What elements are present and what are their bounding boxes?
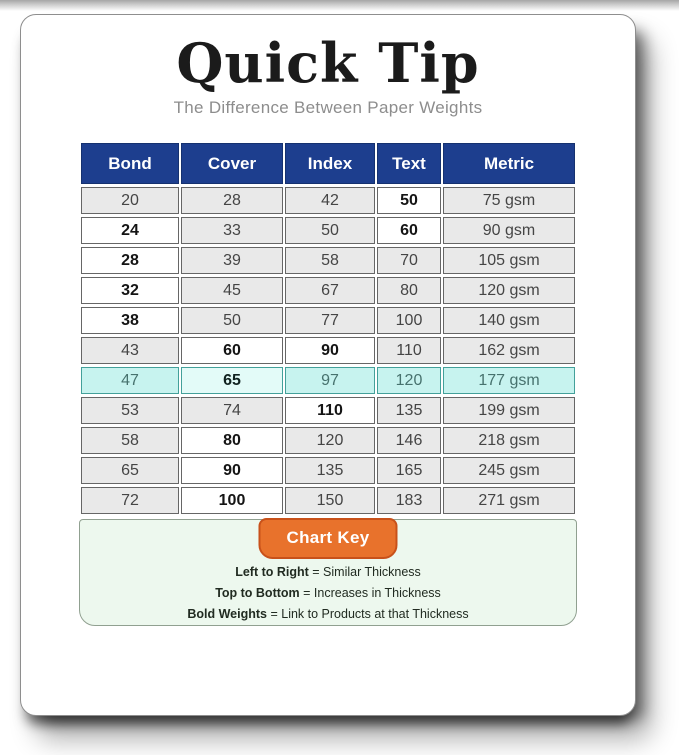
page-subtitle: The Difference Between Paper Weights [173,98,483,117]
weight-cell: 120 [377,367,441,394]
header-row [81,143,575,184]
legend-line [80,604,576,625]
weight-link-cell[interactable]: 28 [81,247,179,274]
weight-link-cell[interactable]: 38 [81,307,179,334]
table-row [81,277,575,304]
weight-cell: 110 [377,337,441,364]
chart-key-panel [79,519,577,626]
table-row [81,337,575,364]
weight-cell: 140 gsm [443,307,575,334]
weight-cell: 100 [377,307,441,334]
column-header-index: Index [285,143,375,184]
weight-link-cell[interactable]: 110 [285,397,375,424]
legend-text: = Link to Products at that Thickness [267,607,469,621]
weight-cell: 150 [285,487,375,514]
weight-cell: 42 [285,187,375,214]
weight-cell: 218 gsm [443,427,575,454]
weight-cell: 50 [181,307,283,334]
weight-cell: 33 [181,217,283,244]
table-row [81,397,575,424]
weight-cell: 53 [81,397,179,424]
weight-cell: 67 [285,277,375,304]
weight-cell: 271 gsm [443,487,575,514]
weight-cell: 74 [181,397,283,424]
weight-cell: 146 [377,427,441,454]
weight-cell: 45 [181,277,283,304]
weight-cell: 43 [81,337,179,364]
table-row [81,427,575,454]
weight-link-cell[interactable]: 100 [181,487,283,514]
column-header-cover: Cover [181,143,283,184]
weight-cell: 20 [81,187,179,214]
column-header-bond: Bond [81,143,179,184]
weight-cell: 97 [285,367,375,394]
legend-term: Bold Weights [187,607,267,621]
weight-cell: 177 gsm [443,367,575,394]
highlighted-table-row [81,367,575,394]
quick-tip-card [20,14,636,716]
weight-link-cell[interactable]: 65 [181,367,283,394]
weight-cell: 245 gsm [443,457,575,484]
column-header-text: Text [377,143,441,184]
weight-cell: 135 [285,457,375,484]
weight-link-cell[interactable]: 50 [377,187,441,214]
weight-link-cell[interactable]: 90 [285,337,375,364]
legend-term: Top to Bottom [215,586,300,600]
legend-text: = Increases in Thickness [299,586,441,600]
legend-text: = Similar Thickness [308,565,421,579]
table-header [81,143,575,184]
weight-cell: 70 [377,247,441,274]
table-body [81,187,575,514]
weight-link-cell[interactable]: 60 [181,337,283,364]
weight-cell: 58 [81,427,179,454]
weight-cell: 165 [377,457,441,484]
table-row [81,487,575,514]
weight-cell: 80 [377,277,441,304]
weight-cell: 120 [285,427,375,454]
legend-line [80,562,576,583]
page-title: Quick Tip [176,31,480,95]
weight-link-cell[interactable]: 80 [181,427,283,454]
table-row [81,187,575,214]
weight-cell: 77 [285,307,375,334]
legend-line [80,583,576,604]
weight-link-cell[interactable]: 24 [81,217,179,244]
weight-cell: 199 gsm [443,397,575,424]
weight-cell: 39 [181,247,283,274]
weight-cell: 47 [81,367,179,394]
paper-weight-table [79,140,577,517]
weight-cell: 50 [285,217,375,244]
weight-cell: 28 [181,187,283,214]
weight-cell: 105 gsm [443,247,575,274]
weight-cell: 65 [81,457,179,484]
weight-link-cell[interactable]: 90 [181,457,283,484]
chart-key-button[interactable]: Chart Key [258,518,397,559]
table-row [81,457,575,484]
weight-link-cell[interactable]: 60 [377,217,441,244]
weight-cell: 90 gsm [443,217,575,244]
weight-cell: 162 gsm [443,337,575,364]
weight-cell: 58 [285,247,375,274]
table-row [81,247,575,274]
weight-cell: 75 gsm [443,187,575,214]
column-header-metric: Metric [443,143,575,184]
weight-cell: 183 [377,487,441,514]
weight-cell: 135 [377,397,441,424]
legend-term: Left to Right [235,565,309,579]
table-row [81,307,575,334]
weight-link-cell[interactable]: 32 [81,277,179,304]
weight-cell: 120 gsm [443,277,575,304]
table-row [81,217,575,244]
top-edge-shadow [0,0,679,11]
weight-cell: 72 [81,487,179,514]
